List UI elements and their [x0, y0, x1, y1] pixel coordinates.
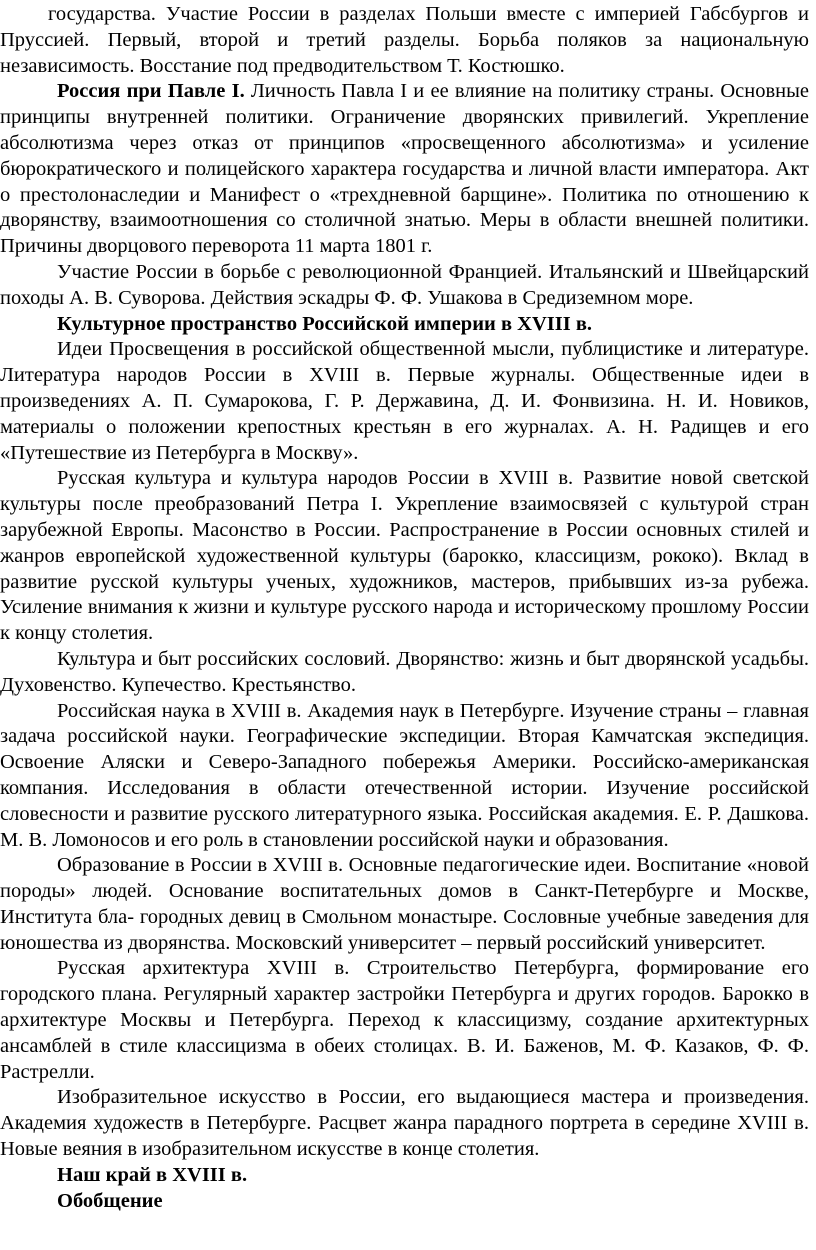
paragraph-architecture: [0, 956, 809, 1085]
paragraph-text: Личность Павла I и ее влияние на политику страны. Основные принципы внутренней политики. Ограничение дворянских привилегий. Укрепление абсолютизма через отказ от принципов «просвещенного абсолютизма» и усиление бюрократического и полицейского характера государства и личной власти императора. Акт о престолонаследии и Манифест о «трехдневной барщине». Политика по отношению к дворянству, взаимоотношения со столичной знатью. Меры в области внешней политики. Причины дворцового переворота 11 марта 1801 г.: [0, 80, 810, 258]
paragraph-science: [0, 699, 809, 854]
paragraph-text: Культура и быт российских сословий. Дворянство: жизнь и быт дворянской усадьбы. Духовенство. Купечество. Крестьянство.: [0, 647, 809, 696]
paragraph-revolutionary-france: [0, 260, 809, 312]
paragraph-enlightenment: [0, 337, 809, 466]
paragraph-text: Участие России в борьбе с революционной Францией. Итальянский и Швейцарский походы А. В. Суворова. Действия эскадры Ф. Ф. Ушакова в Средиземном море.: [0, 260, 809, 309]
paragraph-partition-poland: [0, 2, 809, 79]
paragraph-education: [0, 853, 809, 956]
paragraph-bold-lead: Россия при Павле I.: [57, 80, 245, 103]
section-heading-culture: Культурное пространство Российской империи в XVIII в.: [57, 312, 593, 335]
paragraph-russian-culture: [0, 466, 809, 647]
paragraph-text: Русская культура и культура народов России в XVIII в. Развитие новой светской культуры после преобразований Петра I. Укрепление взаимосвязей с культурой стран зарубежной Европы. Масонство в России. Распространение в России основных стилей и жанров европейской художественной культуры (барокко, классицизм, рококо). Вклад в развитие русской культуры ученых, художников, мастеров, прибывших из-за рубежа. Усиление внимания к жизни и культуре русского народа и историческому прошлому России к концу столетия.: [0, 467, 809, 645]
paragraph-text: Изобразительное искусство в России, его выдающиеся мастера и произведения. Академия художеств в Петербурге. Расцвет жанра парадного портрета в середине XVIII в. Новые веяния в изобразительном искусстве в конце столетия.: [0, 1086, 809, 1161]
paragraph-text: Русская архитектура XVIII в. Строительство Петербурга, формирование его городского плана. Регулярный характер застройки Петербурга и других городов. Барокко в архитектуре Москвы и Петербурга. Переход к классицизму, создание архитектурных ансамблей в стиле классицизма в обеих столицах. В. И. Баженов, М. Ф. Казаков, Ф. Ф. Растрелли.: [0, 957, 809, 1083]
section-heading-our-region: Наш край в XVIII в.: [57, 1163, 248, 1186]
paragraph-text: Образование в России в XVIII в. Основные педагогические идеи. Воспитание «новой породы» людей. Основание воспитательных домов в Санкт-Петербурге и Москве, Института бла- городных девиц в Смольном монастыре. Сословные учебные заведения для юношества из дворянства. Московский университет – первый российский университет.: [0, 854, 809, 954]
paragraph-text: государства. Участие России в разделах Польши вместе с империей Габсбургов и Пруссией. Первый, второй и третий разделы. Борьба поляков за национальную независимость. Восстание под предводительством Т. Костюшко.: [0, 3, 809, 77]
paragraph-text: Идеи Просвещения в российской общественной мысли, публицистике и литературе. Литература народов России в XVIII в. Первые журналы. Общественные идеи в произведениях А. П. Сумарокова, Г. Р. Державина, Д. И. Фонвизина. Н. И. Новиков, материалы о положении крепостных крестьян в его журналах. А. Н. Радищев и его «Путешествие из Петербурга в Москву».: [0, 338, 809, 464]
paragraph-fine-arts: [0, 1085, 809, 1162]
paragraph-estates-life: [0, 647, 809, 699]
paragraph-text: Российская наука в XVIII в. Академия наук в Петербурге. Изучение страны – главная задача российской науки. Географические экспедиции. Вторая Камчатская экспедиция. Освоение Аляски и Северо-Западного побережья Америки. Российско-американская компания. Исследования в области отечественной истории. Изучение российской словесности и развитие русского литературного языка. Российская академия. Е. Р. Дашкова. М. В. Ломоносов и его роль в становлении российской науки и образования.: [0, 699, 809, 851]
paragraph-paul-i: [0, 79, 809, 260]
section-heading-summary: Обобщение: [57, 1189, 163, 1212]
